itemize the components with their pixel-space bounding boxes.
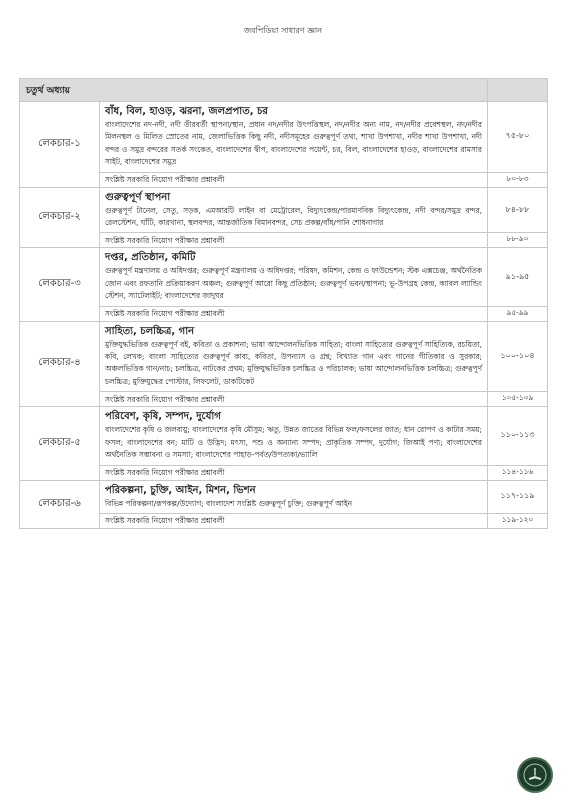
- topic-title: দপ্তর, প্রতিষ্ঠান, কমিটি: [105, 252, 196, 264]
- lecture-content: [100, 407, 488, 465]
- exam-pages: ৮৮-৯০: [488, 233, 548, 248]
- lecture-name: লেকচার-৪: [20, 321, 100, 407]
- lecture-name: লেকচার-৩: [20, 248, 100, 321]
- chapter-title: চতুর্থ অধ্যায়: [20, 79, 488, 102]
- lecture-content: [100, 321, 488, 392]
- lecture-row: [20, 480, 548, 513]
- exam-pages: ৯৫-৯৯: [488, 306, 548, 321]
- exam-row: [20, 233, 548, 248]
- lecture-row: [20, 407, 548, 465]
- exam-questions-label: সংশ্লিষ্ট সরকারি নিয়োগ পরীক্ষার প্রশ্নাবলী: [100, 172, 488, 187]
- topic-pages: ১১৭-১১৯: [488, 480, 548, 513]
- lecture-row: [20, 248, 548, 306]
- exam-questions-label: সংশ্লিষ্ট সরকারি নিয়োগ পরীক্ষার প্রশ্নাবলী: [100, 233, 488, 248]
- exam-row: [20, 513, 548, 528]
- topic-title: বাঁধ, বিল, হাওড়, ঝরনা, জলপ্রপাত, চর: [105, 106, 268, 117]
- chapter-pages-cell: [488, 79, 548, 102]
- book-pen-icon: [519, 759, 551, 791]
- lecture-name: লেকচার-২: [20, 187, 100, 248]
- page-header: জবপিডিয়া সাধারণ জ্ঞান: [243, 26, 323, 35]
- topic-description: গুরুত্বপূর্ণ টানেল, সেতু, সড়ক, এমআরটি লাইন বা মেট্রোরেল, বিদ্যুৎকেন্দ্র/পারমাণবিক বিদ্যুৎকেন্দ্র, নদী বন্দর/সমুদ্র বন্দর, রেলস্টেশন, ঘাঁটি, কারখানা, স্থলবন্দর, আন্তর্জাতিক বিমানবন্দর, সেচ প্রকল্প/বাঁধ/পানি শোধনাগার: [105, 205, 482, 228]
- topic-description: গুরুত্বপূর্ণ মন্ত্রণালয় ও অধিদপ্তর; গুরুত্বপূর্ণ মন্ত্রণালয় ও অধিদপ্তর; পরিষদ, কমিশন, কেন্দ্র ও ফাউন্ডেশন; স্টক এক্সচেঞ্জ, অর্থনৈতিক জোন এবং রফতানি প্রক্রিয়াকরণ অঞ্চল; গুরুত্বপূর্ণ আরো কিছু প্রতিষ্ঠান; গুরুত্বপূর্ণ ভবন/স্থাপনা; ভূ-উপগ্রহ কেন্দ্র, ক্যাবল ল্যান্ডিং স্টেশন, স্যাটেলাইট; বাংলাদেশের জাদুঘর: [105, 266, 482, 301]
- exam-questions-label: সংশ্লিষ্ট সরকারি নিয়োগ পরীক্ষার প্রশ্নাবলী: [100, 465, 488, 480]
- topic-title: পরিবেশ, কৃষি, সম্পদ, দুর্যোগ: [105, 411, 221, 423]
- lecture-row: [20, 187, 548, 233]
- topic-title: সাহিত্য, চলচ্চিত্র, গান: [105, 325, 195, 337]
- chapter-row: [20, 79, 548, 102]
- exam-pages: ৮০-৮৩: [488, 172, 548, 187]
- topic-description: মুক্তিযুদ্ধভিত্তিক গুরুত্বপূর্ণ বই, কবিতা ও প্রকাশনা; ভাষা আন্দোলনভিত্তিক সাহিত্য; বাংলা সাহিত্যের গুরুত্বপূর্ণ সাহিত্যিক, রচয়িতা, কবি, লেখক; বাংলা সাহিত্যের গুরুত্বপূর্ণ কাব্য, কবিতা, উপন্যাস ও গ্রন্থ; বিখ্যাত গান এবং গানের গীতিকার ও সুরকার; অঞ্চলভিত্তিক গান/নাচ; চলচ্চিত্র, নাটকের প্রথম; মুক্তিযুদ্ধভিত্তিক চলচ্চিত্র ও পরিচালক; ভাষা আন্দোলনভিত্তিক চলচ্চিত্র; গুরুত্বপূর্ণ চলচ্চিত্র; মুক্তিযুদ্ধের পোস্টার, লিফলেট, ডাকটিকেট: [105, 339, 482, 386]
- exam-questions-label: সংশ্লিষ্ট সরকারি নিয়োগ পরীক্ষার প্রশ্নাবলী: [100, 392, 488, 407]
- exam-row: [20, 465, 548, 480]
- lecture-row: [20, 102, 548, 173]
- publisher-logo: [517, 757, 553, 793]
- topic-description: বাংলাদেশের নদ-নদী, নদী তীরবর্তী স্থাপনা/স্থান, প্রধান নদ/নদীর উৎপত্তিস্থল, নদ/নদীর অন্য নাম, নদ/নদীর প্রবেশস্থল, নদ/নদীর মিলনস্থল ও মিলিত স্রোতের নাম, জেলাভিত্তিক কিছু নদী, নদীসমূহের গুরুত্বপূর্ণ তথ্য, শাখা উপশাখা, নদীর শাখা উপশাখা, নদী বন্দর ও সমুদ্র বন্দরের সতর্ক সংকেত, বাংলাদেশের দ্বীপ, বাংলাদেশের পয়েন্ট, চর, বিল, বাংলাদেশের হাওড়, বাংলাদেশের রামসার সাইট, বাংলাদেশের সমুদ্র: [105, 120, 482, 167]
- topic-description: বিভিন্ন পরিকল্পনা/রূপকল্প/উদ্যোগ; বাংলাদেশ সংশ্লিষ্ট গুরুত্বপূর্ণ চুক্তি; গুরুত্বপূর্ণ আইন: [105, 498, 353, 508]
- topic-pages: ৯১-৯৫: [488, 248, 548, 306]
- topic-pages: ৭৫-৮০: [488, 102, 548, 173]
- exam-row: [20, 306, 548, 321]
- lecture-name: লেকচার-৬: [20, 480, 100, 528]
- lecture-row: [20, 321, 548, 392]
- exam-pages: ১০৫-১০৯: [488, 392, 548, 407]
- topic-pages: ৮৪-৮৮: [488, 187, 548, 233]
- exam-row: [20, 392, 548, 407]
- exam-questions-label: সংশ্লিষ্ট সরকারি নিয়োগ পরীক্ষার প্রশ্নাবলী: [100, 306, 488, 321]
- topic-title: গুরুত্বপূর্ণ স্থাপনা: [105, 191, 171, 203]
- lecture-name: লেকচার-৫: [20, 407, 100, 480]
- lecture-content: [100, 248, 488, 306]
- lecture-content: [100, 480, 488, 513]
- exam-row: [20, 172, 548, 187]
- lecture-content: [100, 102, 488, 173]
- topic-title: পরিকল্পনা, চুক্তি, আইন, মিশন, ভিশন: [105, 484, 256, 496]
- exam-questions-label: সংশ্লিষ্ট সরকারি নিয়োগ পরীক্ষার প্রশ্নাবলী: [100, 513, 488, 528]
- contents-table: [19, 78, 548, 529]
- topic-description: বাংলাদেশের কৃষি ও জলবায়ু; বাংলাদেশের কৃষি মৌসুম; ঋতু, উন্নত জাতের বিভিন্ন ফল/ফসলের জাত; ধান রোপণ ও কাটার সময়; ফসল; বাংলাদেশের বন; মাটি ও উদ্ভিদ; মৎস্য, পশু ও অন্যান্য সম্পদ; প্রাকৃতিক সম্পদ, দুর্যোগ; জিআই পণ্য; বাংলাদেশের অর্থনৈতিক সম্ভাবনা ও সমস্যা; বাংলাদেশের পাহাড়-পর্বত/উপত্যকা/ভ্যালি: [105, 425, 482, 460]
- lecture-content: [100, 187, 488, 233]
- topic-pages: ১০০-১০৪: [488, 321, 548, 392]
- exam-pages: ১১৪-১১৬: [488, 465, 548, 480]
- topic-pages: ১১০-১১৩: [488, 407, 548, 465]
- exam-pages: ১১৯-১২০: [488, 513, 548, 528]
- lecture-name: লেকচার-১: [20, 102, 100, 188]
